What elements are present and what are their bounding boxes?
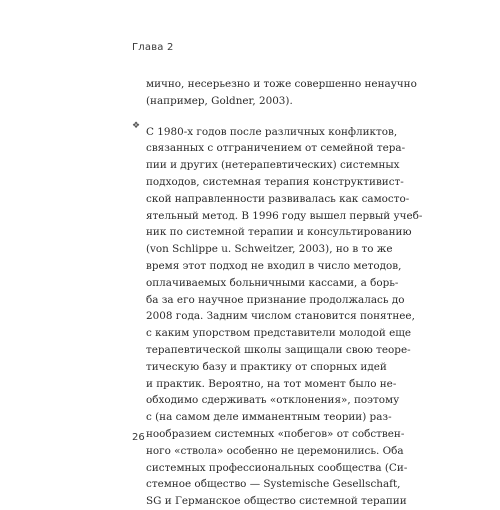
text-line: (von Schlippe u. Schweitzer, 2003), но в то же: [146, 243, 393, 256]
text-line: (например, Goldner, 2003).: [146, 94, 293, 107]
running-header: Глава 2: [132, 42, 174, 53]
paragraph-1: [146, 76, 417, 110]
text-line: ник по системной терапии и консультированию: [146, 226, 412, 239]
text-line: 2008 года. Задним числом становится понятнее,: [146, 310, 415, 323]
text-line: стемное общество — Systemische Gesellschaft,: [146, 478, 401, 491]
text-line: связанных с отграничением от семейной тера-: [146, 142, 406, 155]
diamond-bullet-icon: ❖: [132, 121, 141, 131]
text-line: тическую базу и практику от спорных идей: [146, 360, 387, 373]
text-line: с каким упорством представители молодой еще: [146, 327, 412, 340]
page-number: 26: [132, 432, 145, 443]
text-line: оплачиваемых больничными кассами, а борь-: [146, 276, 399, 289]
text-line: с (на самом деле имманентным теории) раз-: [146, 411, 392, 424]
text-line: время этот подход не входил в число методов,: [146, 259, 402, 272]
text-line: нообразием системных «побегов» от собствен-: [146, 427, 405, 440]
text-line: терапевтической школы защищали свою теоре-: [146, 343, 411, 356]
text-line: ба за его научное признание продолжалась до: [146, 293, 405, 306]
text-line: SG и Германское общество системной терапии: [146, 495, 407, 508]
text-line: подходов, системная терапия конструктивист-: [146, 175, 404, 188]
text-line: пии и других (нетерапевтических) системных: [146, 159, 400, 172]
body-text: [146, 76, 423, 510]
text-line: системных профессиональных сообщества (Си-: [146, 461, 408, 474]
text-line: ской направленности развивалась как самосто-: [146, 192, 410, 205]
text-line: и практик. Вероятно, на тот момент было не-: [146, 377, 397, 390]
paragraph-2: [146, 124, 423, 510]
text-line: мично, несерьезно и тоже совершенно ненаучно: [146, 78, 417, 90]
text-line: обходимо сдерживать «отклонения», поэтому: [146, 394, 400, 407]
text-line: ятельный метод. В 1996 году вышел первый учеб-: [146, 209, 423, 222]
text-line: С 1980-х годов после различных конфликтов,: [146, 125, 398, 138]
text-line: ного «ствола» особенно не церемонились. Оба: [146, 444, 404, 457]
